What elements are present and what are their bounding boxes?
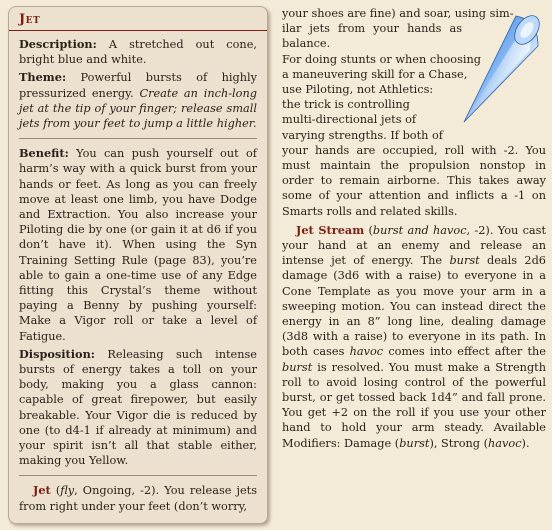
theme-label: Theme: [19, 70, 67, 85]
jet-line-8: varying strengths. If both of [282, 128, 443, 142]
jet-power-text: You release jets from right under your feet (don’t worry, [19, 484, 258, 513]
burst-term-2: burst [282, 360, 313, 374]
jet-stream-name: Jet Stream [296, 222, 365, 237]
theme-example-text: Create an inch-long jet at the tip of your finger; release small jets from your feet to jump a little higher. [19, 86, 257, 131]
jet-line-1: your shoes are fine) and soar, using sim- [282, 7, 514, 20]
jet-power-tag-fly: fly [60, 484, 75, 498]
benefit-label: Benefit: [19, 146, 69, 161]
burst-term-3: burst [399, 436, 430, 450]
jet-stream-text-4: is resolved. You must make a Strength roll to avoid losing control of the powerful burst, or get tossed back 1d4” and fall prone. You get +2 on the roll if you use your other hand to hold your arm steady. Available Modifiers: Damage ( [282, 360, 546, 450]
jet-stream-tags: burst and havoc [372, 223, 467, 237]
jet-line-3: For doing stunts or when choosing [282, 52, 481, 66]
jet-line-4: a maneuvering skill for a Chase, [282, 67, 468, 81]
description-label: Description: [19, 37, 97, 51]
cone-crystal-icon [458, 10, 542, 126]
main-text-column [282, 6, 546, 526]
jet-stream-text-6: ). [521, 436, 530, 450]
jet-text-rest: your hands are occupied, roll with -2. You must maintain the propulsion nonstop in order to remain airborne. This takes away some of your attention and inflicts a -1 on Smarts rolls and related skills. [282, 143, 546, 218]
jet-stream-text-3: comes into effect after the [383, 345, 546, 359]
disposition-paragraph [19, 347, 257, 469]
description-text: A stretched out cone, bright blue and white. [19, 38, 257, 67]
jet-line-2: ilar jets from your hands as balance. [282, 22, 462, 51]
disposition-text: Releasing such intense bursts of energy takes a toll on your body, making you a glass cannon: capable of great firepower, but easily breakable. Your Vigor die is reduced by one (to d4-1 if already at minimum) and your spirit isn’t all that stable either, making you Yellow. [19, 347, 257, 468]
disposition-label: Disposition: [19, 346, 95, 361]
jet-stream-tags-rest: , -2). [466, 223, 494, 237]
jet-stream-text-2: deals 2d6 damage (3d6 with a raise) to everyone in a Cone Template as you move your arm in a sweeping motion. You can instead direct the energy in an 8” long line, dealing damage (3d8 with a raise) to everyone in its path. In both cases [282, 254, 546, 359]
benefit-text: You can push yourself out of harm’s way with a quick burst from your hands or feet. As long as you can freely move at least one limb, you have Dodge and Extraction. You also increase your Piloting die by one (or gain it at d6 if you don’t have it). When using the Syn Training Setting Rule (page 83), you’re able to gain a one-time use of any Edge fitting this Crystal’s theme without paying a Benny by pushing yourself: Make a Vigor roll or take a level of Fatigue. [19, 147, 257, 343]
jet-power-paragraph [19, 483, 257, 513]
jet-line-6: the trick is controlling [282, 98, 410, 112]
havoc-term-2: havoc [488, 436, 522, 450]
jet-power-tags-rest: , Ongoing, -2). [74, 484, 160, 498]
section-divider-2 [19, 475, 257, 476]
jet-power-tags-open: ( [50, 484, 61, 498]
crystal-title: Jet [19, 12, 41, 27]
havoc-term-1: havoc [349, 345, 384, 359]
jet-power-name: Jet [33, 483, 51, 498]
benefit-paragraph [19, 146, 257, 344]
crystal-sidebar-panel [8, 6, 268, 524]
jet-stream-text-5: ), Strong ( [429, 436, 489, 450]
section-divider [19, 138, 257, 139]
title-rule [9, 30, 267, 31]
jet-stream-tags-open: ( [364, 223, 373, 237]
jet-stream-paragraph [282, 223, 546, 451]
jet-line-5: use Piloting, not Athletics: [282, 83, 434, 97]
theme-text: Powerful bursts of highly pressurized energy. [19, 71, 257, 100]
burst-term-1: burst [449, 254, 480, 268]
theme-paragraph [19, 70, 257, 131]
jet-stream-text-1: You cast your hand at an enemy and release an intense jet of energy. The [282, 223, 546, 268]
jet-line-7: multi-directional jets of [282, 113, 417, 127]
description-paragraph [19, 37, 257, 67]
